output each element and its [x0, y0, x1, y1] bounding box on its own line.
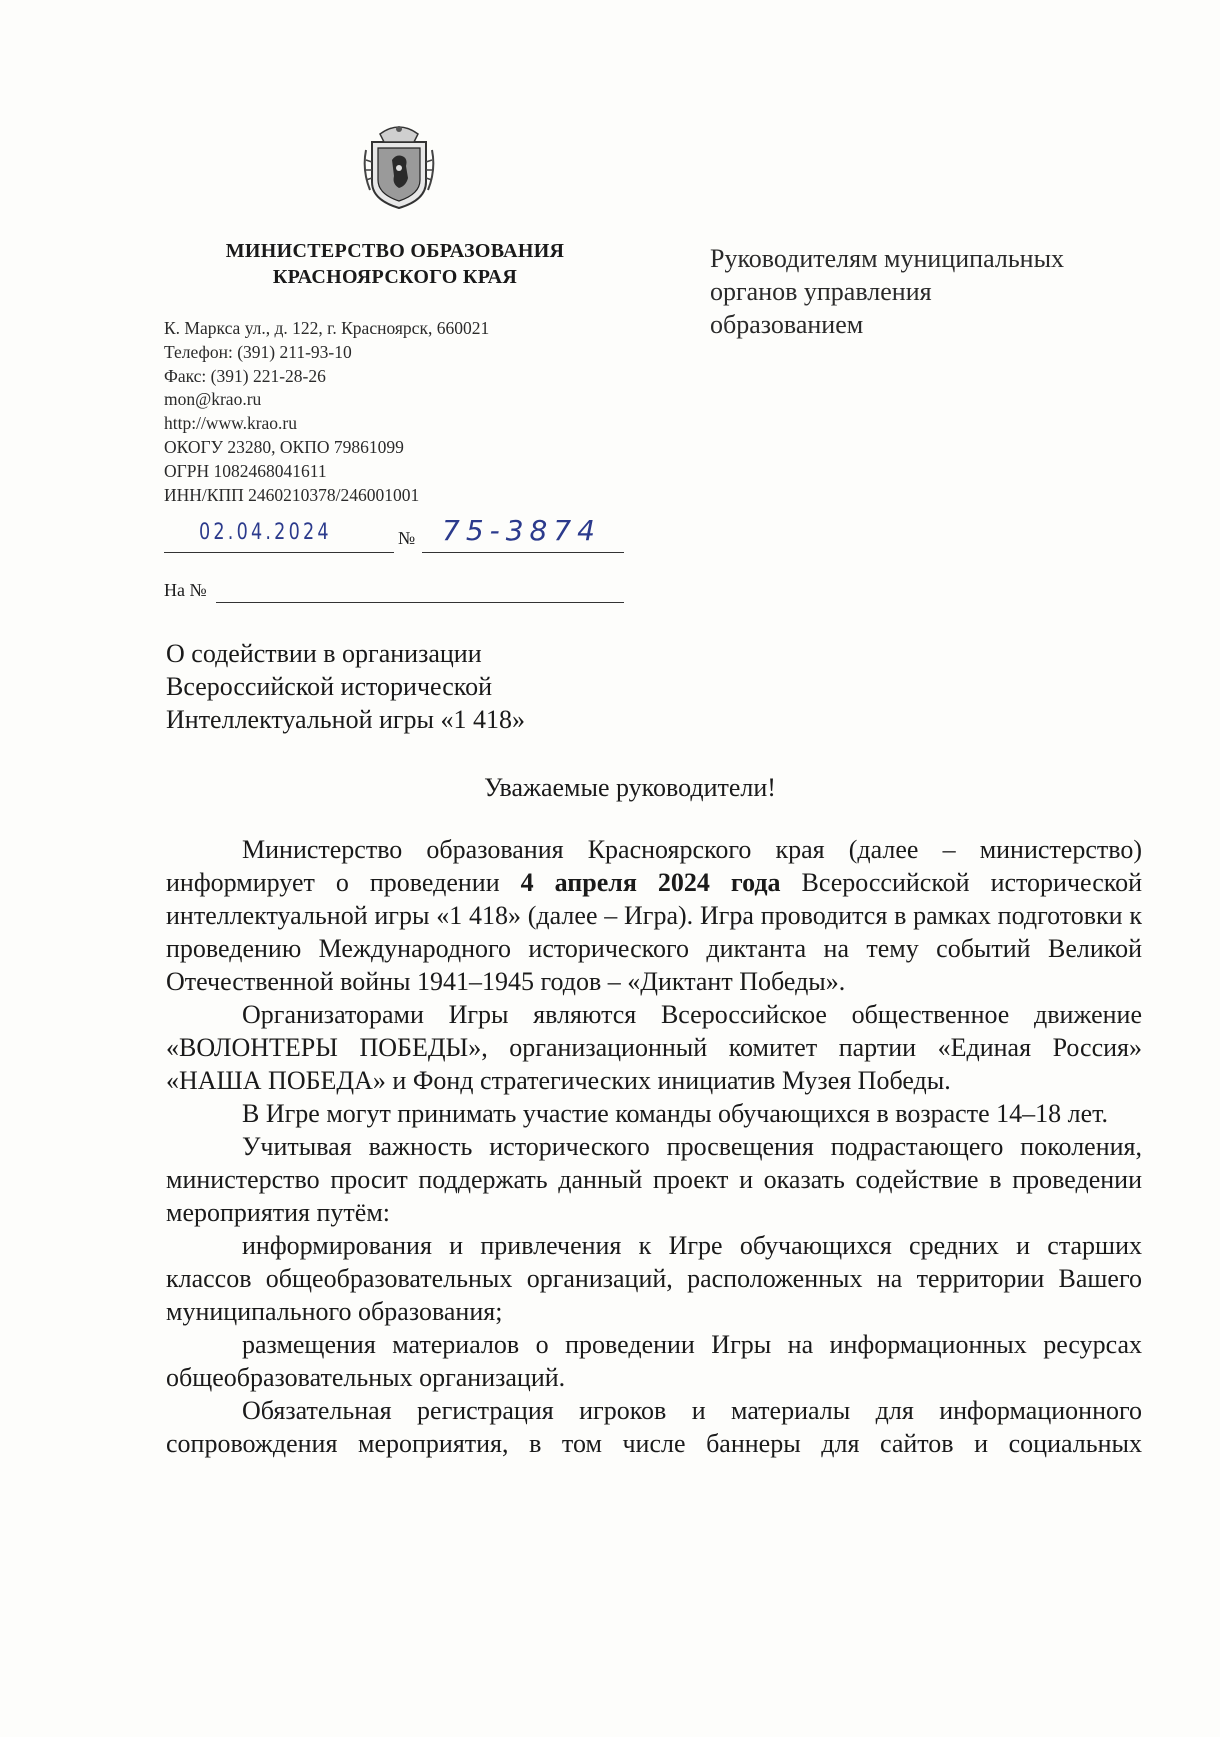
- phone-line: Телефон: (391) 211-93-10: [164, 341, 352, 362]
- paragraph-5: информирования и привлечения к Игре обучающихся средних и старших классов общеобразовательных организаций, расположенных на территории Вашего муниципального образования;: [166, 1231, 1142, 1326]
- recipient-line: органов управления: [710, 277, 932, 306]
- address-block: [164, 317, 489, 507]
- letter-body: [166, 833, 1142, 1460]
- registration-number-label: №: [398, 528, 416, 548]
- subject-line: Интеллектуальной игры «1 418»: [166, 705, 526, 734]
- registration-number-field: [422, 516, 624, 553]
- inn-line: ИНН/КПП 2460210378/246001001: [164, 484, 420, 505]
- ministry-title: [160, 238, 630, 290]
- website-line: http://www.krao.ru: [164, 413, 298, 434]
- recipient-line: Руководителям муниципальных: [710, 244, 1065, 273]
- event-date-highlight: 4 апреля 2024 года: [520, 868, 781, 897]
- reply-reference-line: [164, 578, 624, 606]
- paragraph-1-text-b: Всероссийской исторической интеллектуальной игры «1 418» (далее – Игра). Игра проводится в рамках подготовки к проведению Международного исторического диктанта на тему событий Великой Отечественной войны 1941–1945 годов – «Диктант Победы».: [166, 868, 1142, 996]
- registration-date-field: [164, 516, 394, 553]
- coat-of-arms-emblem: [362, 120, 436, 212]
- registration-line: [164, 516, 624, 556]
- ministry-title-line-2: КРАСНОЯРСКОГО КРАЯ: [272, 266, 518, 288]
- paragraph-1-text-a: Министерство образования Красноярского края (далее – министерство) информирует о проведении: [166, 835, 1142, 897]
- recipient-line: образованием: [710, 310, 864, 339]
- paragraph-4: Учитывая важность исторического просвещения подрастающего поколения, министерство просит поддержать данный проект и оказать содействие в проведении мероприятия путём:: [166, 1132, 1142, 1227]
- registration-number: 75-3874: [442, 514, 601, 547]
- ogrn-line: ОГРН 1082468041611: [164, 460, 327, 481]
- paragraph-1: [166, 833, 1142, 998]
- okogu-line: ОКОГУ 23280, ОКПО 79861099: [164, 436, 404, 457]
- reply-reference-label: На №: [164, 580, 207, 600]
- paragraph-7: Обязательная регистрация игроков и материалы для информационного сопровождения мероприятия, в том числе баннеры для сайтов и социальных: [166, 1396, 1142, 1458]
- recipient-block: [710, 242, 1064, 341]
- subject-line: Всероссийской исторической: [166, 672, 492, 701]
- subject-line: О содействии в организации: [166, 639, 482, 668]
- registration-date: 02.04.2024: [199, 520, 332, 545]
- reply-reference-field: [216, 578, 624, 603]
- address-line: К. Маркса ул., д. 122, г. Красноярск, 660021: [164, 318, 490, 338]
- subject-block: [166, 637, 525, 736]
- paragraph-3: В Игре могут принимать участие команды обучающихся в возрасте 14–18 лет.: [242, 1099, 1109, 1128]
- email-line: mon@krao.ru: [164, 389, 262, 410]
- salutation: Уважаемые руководители!: [484, 773, 776, 802]
- paragraph-6: размещения материалов о проведении Игры на информационных ресурсах общеобразовательных организаций.: [166, 1330, 1142, 1392]
- fax-line: Факс: (391) 221-28-26: [164, 365, 326, 386]
- ministry-title-line-1: МИНИСТЕРСТВО ОБРАЗОВАНИЯ: [225, 240, 565, 262]
- paragraph-2: Организаторами Игры являются Всероссийское общественное движение «ВОЛОНТЕРЫ ПОБЕДЫ», организационный комитет партии «Единая Россия» «НАША ПОБЕДА» и Фонд стратегических инициатив Музея Победы.: [166, 1000, 1142, 1095]
